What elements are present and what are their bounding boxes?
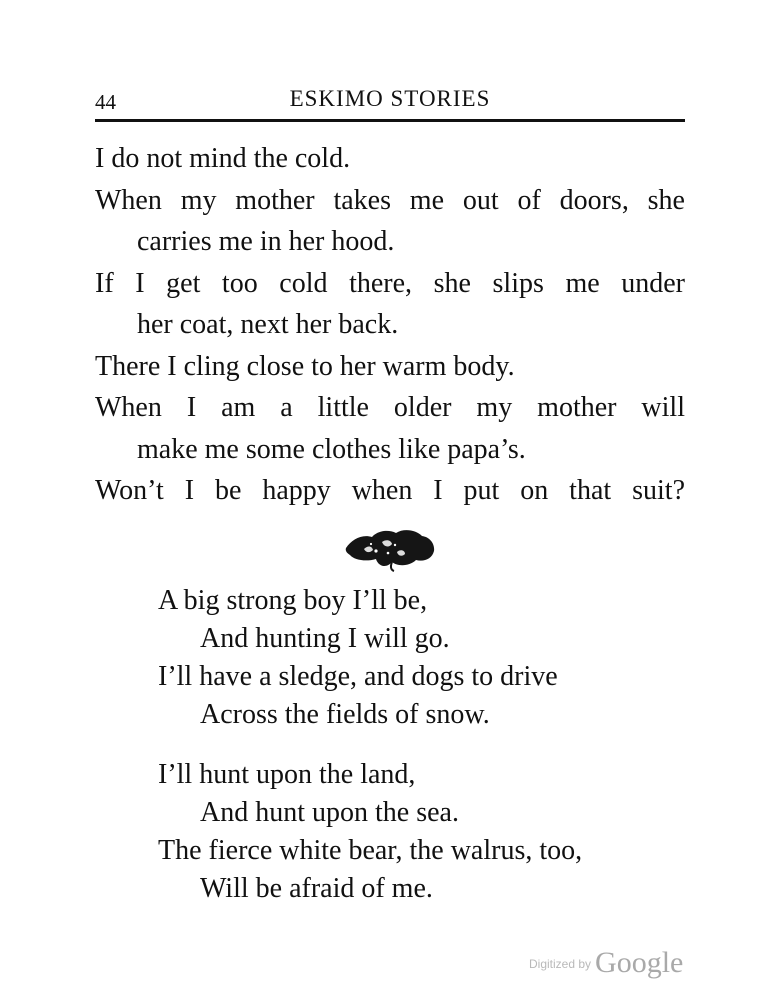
poem-stanza-1 [158,582,678,734]
text-line: Won’t I be happy when I put on that suit? [95,475,685,506]
page-number: 44 [95,90,116,114]
digitized-watermark [529,946,683,980]
verse-line: And hunting I will go. [200,623,450,654]
watermark-brand: Google [595,946,684,979]
prose-block [95,138,685,512]
verse-line: Across the fields of snow. [200,699,490,730]
text-line: carries me in her hood. [137,226,395,257]
text-line: If I get too cold there, she slips me under [95,267,685,299]
watermark-prefix: Digitized by [529,957,592,971]
poem-stanza-2 [158,756,678,908]
page-header [95,84,685,118]
verse-line: Will be afraid of me. [200,873,433,904]
running-head: ESKIMO STORIES [289,86,491,111]
verse-line: I’ll hunt upon the land, [158,759,416,790]
verse-line: I’ll have a sledge, and dogs to drive [158,661,558,692]
verse-line: And hunt upon the sea. [200,797,459,828]
verse-line: A big strong boy I’ll be, [158,585,428,616]
header-rule [95,119,685,122]
text-line: her coat, next her back. [137,309,399,340]
text-line: There I cling close to her warm body. [95,350,515,382]
verse-line: The fierce white bear, the walrus, too, [158,835,583,866]
text-line: When my mother takes me out of doors, she [95,184,685,216]
text-line: make me some clothes like papa’s. [137,433,526,465]
text-line: I do not mind the cold. [95,143,351,174]
text-line: When I am a little older my mother will [95,392,685,423]
floral-ornament-icon [342,524,438,572]
